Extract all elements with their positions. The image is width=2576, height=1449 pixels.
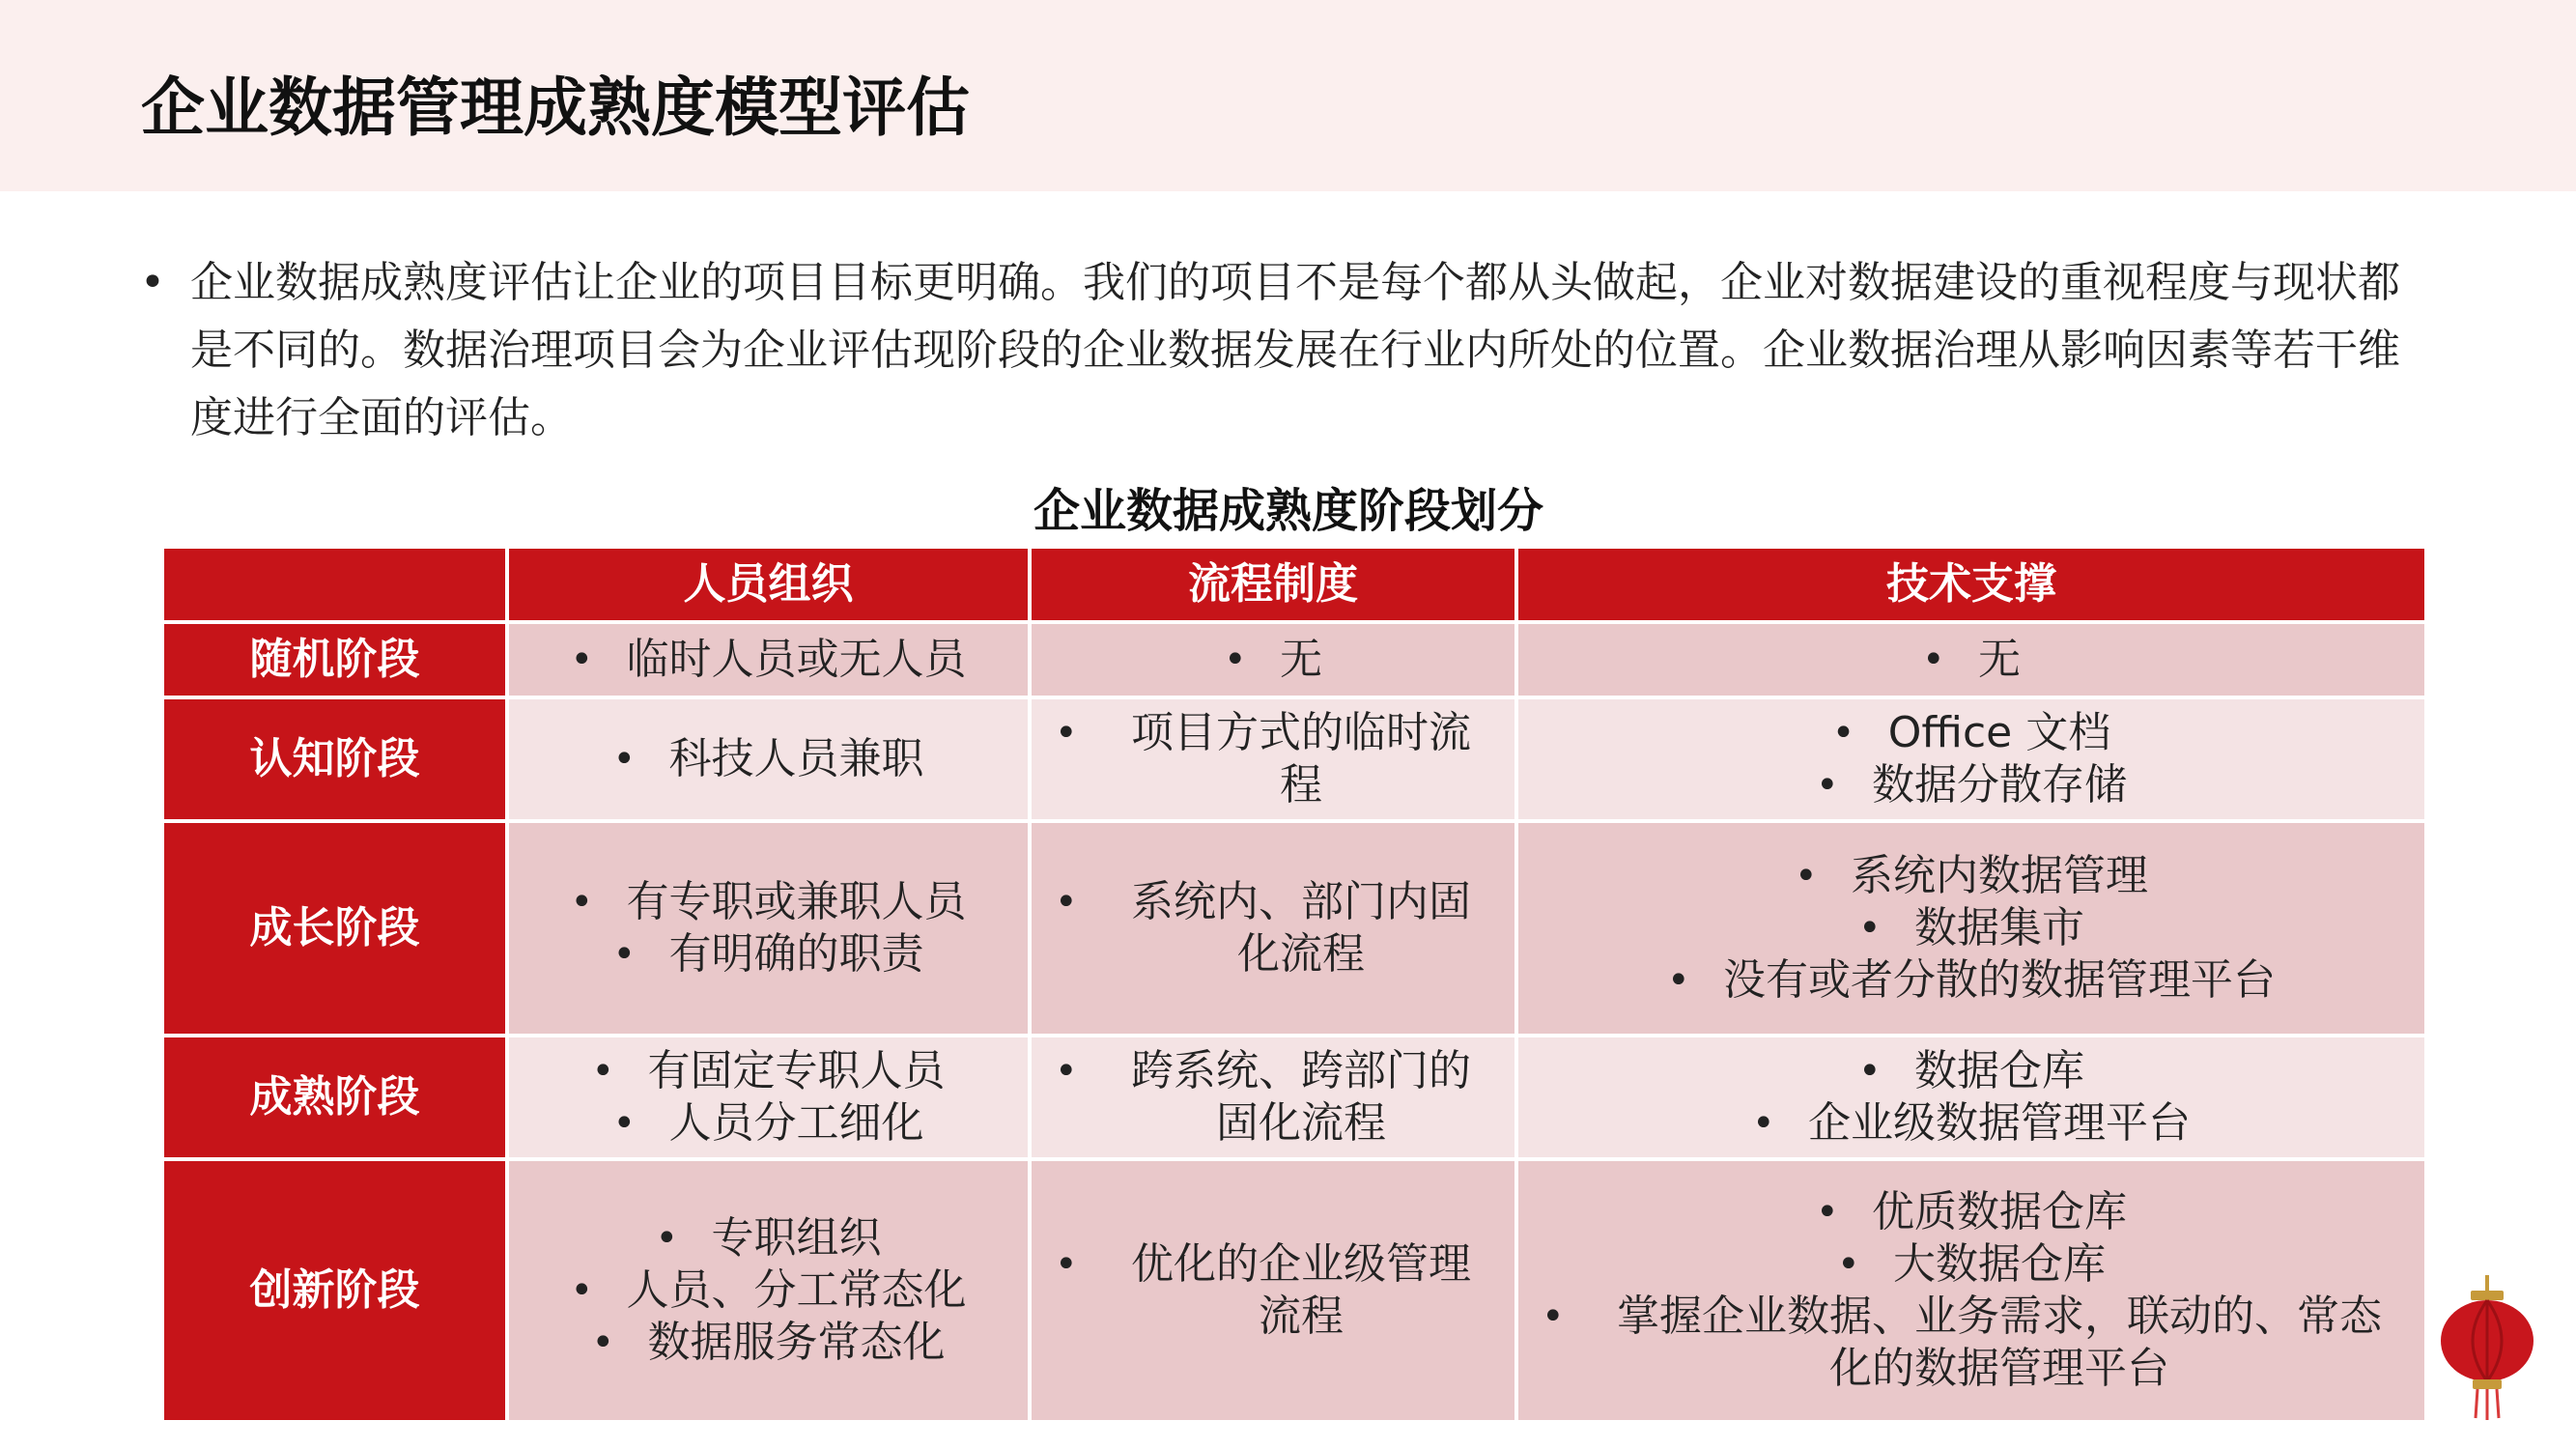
list-item xyxy=(1055,876,1491,980)
bullet-icon: • xyxy=(1055,1242,1078,1287)
table-cell-tech xyxy=(1518,699,2424,819)
list-item-text: 企业级数据管理平台 xyxy=(1808,1098,2191,1148)
list-item xyxy=(1922,634,2021,686)
list-item-text: 数据仓库 xyxy=(1914,1046,2084,1095)
list-item-text: 无 xyxy=(1978,635,2021,684)
bullet-icon: • xyxy=(1055,1049,1078,1094)
list-item xyxy=(1837,1238,2106,1291)
bullet-icon: • xyxy=(1055,880,1078,924)
list-item-text: 无 xyxy=(1280,635,1322,684)
list-item xyxy=(656,1212,882,1264)
list-item-text: 有明确的职责 xyxy=(668,929,924,979)
table-cell-people xyxy=(509,1037,1028,1157)
list-item xyxy=(592,1045,946,1097)
list-item-text: 系统内数据管理 xyxy=(1851,851,2148,900)
list-item xyxy=(1542,1291,2401,1395)
bullet-icon: • xyxy=(570,638,594,682)
intro-paragraph xyxy=(140,249,2410,452)
bullet-icon: • xyxy=(1055,711,1078,755)
bullet-icon: • xyxy=(1795,854,1818,898)
list-item-text: 项目方式的临时流程 xyxy=(1131,708,1471,810)
bullet-icon: • xyxy=(1837,1242,1860,1287)
bullet-icon: • xyxy=(1858,906,1882,951)
table-title: 企业数据成熟度阶段划分 xyxy=(1033,484,1543,538)
list-item xyxy=(613,733,924,785)
bullet-icon: • xyxy=(655,1216,679,1261)
stage-label: 认知阶段 xyxy=(164,699,505,819)
list-item-text: 数据服务常态化 xyxy=(647,1318,946,1367)
bullet-icon: • xyxy=(612,1101,637,1146)
bullet-icon: • xyxy=(612,932,637,977)
header-corner-cell xyxy=(164,549,505,620)
lantern-icon xyxy=(2434,1275,2540,1420)
table-cell-process xyxy=(1032,823,1514,1034)
list-item-text: 人员分工细化 xyxy=(668,1098,924,1148)
list-item-text: Office 文档 xyxy=(1887,708,2111,757)
list-item xyxy=(571,1264,967,1317)
bullet-icon: • xyxy=(570,880,594,924)
header-cell: 流程制度 xyxy=(1032,549,1514,620)
bullet-icon: • xyxy=(1816,763,1839,808)
table-cell-process xyxy=(1032,699,1514,819)
table-cell-people xyxy=(509,624,1028,696)
bullet-icon: • xyxy=(612,737,637,781)
list-item xyxy=(571,634,967,686)
list-item-text: 跨系统、跨部门的固化流程 xyxy=(1131,1046,1471,1148)
table-cell-process xyxy=(1032,624,1514,696)
table-cell-people xyxy=(509,823,1028,1034)
list-item xyxy=(592,1317,946,1369)
intro-bullet: • xyxy=(140,258,165,307)
list-item xyxy=(1055,1238,1491,1343)
bullet-icon: • xyxy=(1752,1101,1775,1146)
maturity-table xyxy=(164,549,2413,1410)
table-cell-people xyxy=(509,1161,1028,1420)
table-cell-process xyxy=(1032,1037,1514,1157)
list-item xyxy=(571,876,967,928)
stage-label: 成熟阶段 xyxy=(164,1037,505,1157)
list-item xyxy=(1224,634,1322,686)
table-cell-people xyxy=(509,699,1028,819)
list-item xyxy=(1858,902,2084,954)
list-item-text: 临时人员或无人员 xyxy=(626,635,967,684)
list-item xyxy=(613,928,924,980)
table-cell-tech xyxy=(1518,624,2424,696)
bullet-icon: • xyxy=(1831,711,1855,755)
list-item xyxy=(1055,1045,1491,1150)
list-item xyxy=(1832,707,2110,759)
table-cell-tech xyxy=(1518,1037,2424,1157)
header-cell: 技术支撑 xyxy=(1518,549,2424,620)
list-item-text: 优质数据仓库 xyxy=(1872,1187,2127,1236)
list-item-text: 系统内、部门内固化流程 xyxy=(1131,877,1471,979)
header-cell: 人员组织 xyxy=(509,549,1028,620)
list-item xyxy=(1816,1186,2127,1238)
list-item-text: 有专职或兼职人员 xyxy=(626,877,967,926)
list-item xyxy=(1752,1097,2191,1150)
list-item-text: 没有或者分散的数据管理平台 xyxy=(1723,955,2276,1005)
list-item xyxy=(1795,850,2148,902)
list-item xyxy=(613,1097,924,1150)
bullet-icon: • xyxy=(570,1268,594,1313)
list-item-text: 有固定专职人员 xyxy=(647,1046,946,1095)
list-item-text: 数据分散存储 xyxy=(1872,760,2127,810)
list-item xyxy=(1858,1045,2084,1097)
list-item xyxy=(1816,759,2127,811)
stage-label: 随机阶段 xyxy=(164,624,505,696)
table-cell-tech xyxy=(1518,823,2424,1034)
list-item xyxy=(1055,707,1491,811)
table-cell-process xyxy=(1032,1161,1514,1420)
intro-text: 企业数据成熟度评估让企业的项目目标更明确。我们的项目不是每个都从头做起，企业对数据建设的重视程度与现状都是不同的。数据治理项目会为企业评估现阶段的企业数据发展在行业内所处的位置。企业数据治理从影响因素等若干维度进行全面的评估。 xyxy=(190,258,2400,442)
list-item xyxy=(1667,954,2276,1007)
list-item-text: 人员、分工常态化 xyxy=(626,1265,967,1315)
stage-label: 创新阶段 xyxy=(164,1161,505,1420)
stage-label: 成长阶段 xyxy=(164,823,505,1034)
bullet-icon: • xyxy=(1542,1294,1565,1339)
table-cell-tech xyxy=(1518,1161,2424,1420)
list-item-text: 数据集市 xyxy=(1914,903,2084,952)
bullet-icon: • xyxy=(1816,1190,1839,1235)
list-item-text: 科技人员兼职 xyxy=(668,734,924,783)
list-item-text: 大数据仓库 xyxy=(1893,1239,2106,1289)
bullet-icon: • xyxy=(591,1049,615,1094)
bullet-icon: • xyxy=(591,1321,615,1365)
bullet-icon: • xyxy=(1224,638,1247,682)
list-item-text: 掌握企业数据、业务需求，联动的、常态化的数据管理平台 xyxy=(1617,1292,2382,1393)
list-item-text: 专职组织 xyxy=(711,1213,882,1263)
bullet-icon: • xyxy=(1922,638,1945,682)
bullet-icon: • xyxy=(1858,1049,1882,1094)
list-item-text: 优化的企业级管理流程 xyxy=(1131,1239,1471,1341)
title-bar xyxy=(0,0,2576,191)
page-title: 企业数据管理成熟度模型评估 xyxy=(141,71,970,145)
bullet-icon: • xyxy=(1667,958,1690,1003)
